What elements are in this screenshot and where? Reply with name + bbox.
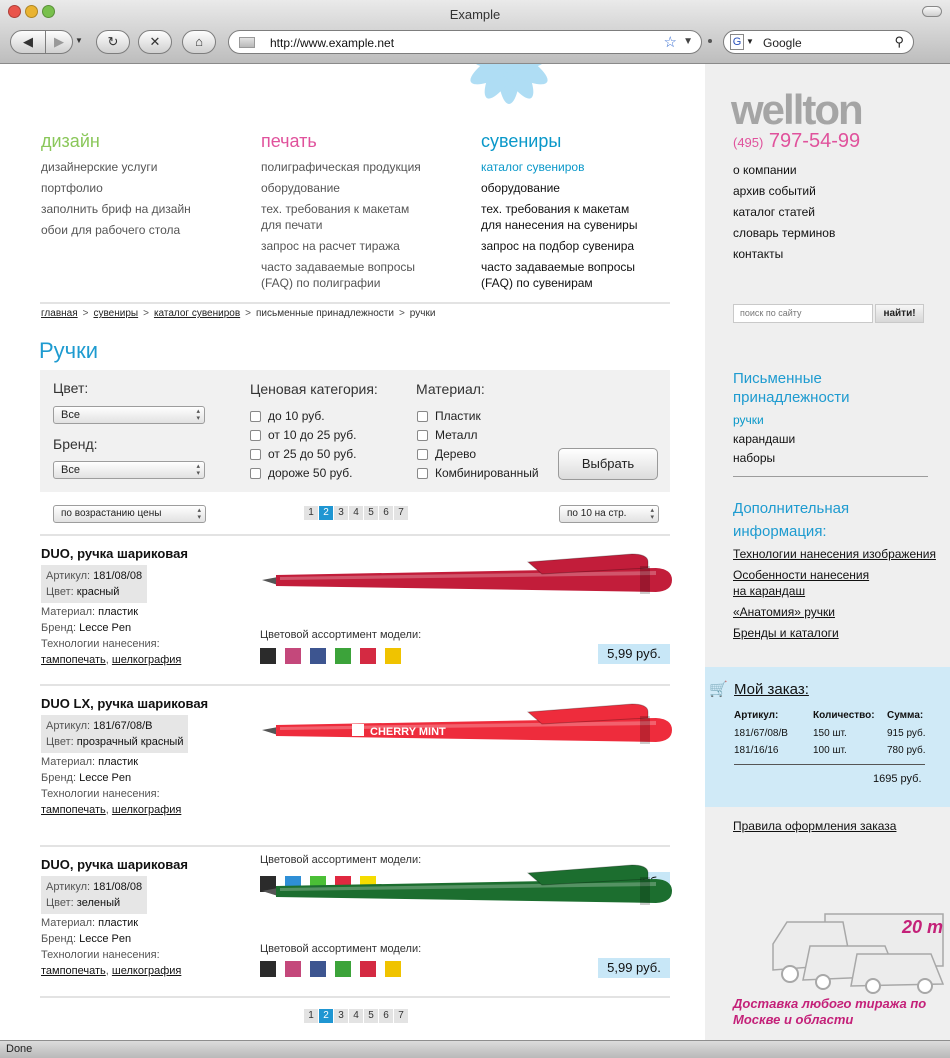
- order-header: Артикул:: [734, 710, 779, 721]
- page-link-current[interactable]: 2: [319, 1009, 333, 1023]
- color-label: Цвет:: [46, 586, 74, 598]
- page-title: Ручки: [39, 338, 99, 363]
- google-engine-icon[interactable]: G: [730, 34, 744, 50]
- page-link[interactable]: 4: [349, 1009, 363, 1023]
- color-value: прозрачный красный: [76, 736, 184, 748]
- divider: [40, 302, 670, 304]
- reload-button[interactable]: [96, 30, 130, 54]
- nav-heading-print[interactable]: печать: [261, 131, 317, 151]
- nav-link-line: тех. требования к макетам: [481, 202, 630, 216]
- color-swatch[interactable]: [335, 648, 351, 664]
- order-title[interactable]: Мой заказ:: [734, 681, 809, 698]
- site-favicon-icon: [239, 37, 255, 48]
- checkbox[interactable]: [250, 449, 261, 460]
- nav-link-line: часто задаваемые вопросы: [481, 260, 636, 274]
- info-link[interactable]: на карандаш: [733, 584, 806, 598]
- company-links: [733, 160, 835, 265]
- swatch-label: Цветовой ассортимент модели:: [260, 629, 422, 641]
- company-link[interactable]: каталог статей: [733, 205, 815, 219]
- site-search-button[interactable]: найти!: [875, 304, 924, 323]
- checkbox-label: от 25 до 50 руб.: [268, 447, 357, 461]
- brand-value: Lecce Pen: [79, 933, 132, 945]
- nav-link-line: тех. требования к макетам: [261, 202, 410, 216]
- nav-link[interactable]: запрос на подбор сувенира: [481, 239, 635, 253]
- order-cell: 100 шт.: [813, 745, 847, 756]
- product-name[interactable]: DUO LX, ручка шариковая: [41, 696, 209, 711]
- color-swatch[interactable]: [385, 961, 401, 977]
- product-pen-image[interactable]: [260, 550, 674, 602]
- order-panel: [705, 667, 950, 807]
- history-dropdown-button[interactable]: [73, 30, 85, 54]
- nav-link-line: часто задаваемые вопросы: [261, 260, 416, 274]
- reload-icon: ↻: [107, 34, 119, 49]
- home-button[interactable]: [182, 30, 216, 54]
- nav-link-line: (FAQ) по сувенирам: [481, 276, 593, 290]
- price-checkbox[interactable]: [250, 466, 353, 480]
- filter-panel: [40, 370, 670, 492]
- checkbox-label: до 10 руб.: [268, 409, 325, 423]
- breadcrumb-separator: >: [398, 308, 405, 319]
- info-link[interactable]: Бренды и каталоги: [733, 626, 839, 640]
- web-search-input[interactable]: Google: [763, 36, 802, 50]
- section-title-writing: Письменные принадлежности: [733, 370, 850, 406]
- pen-cap-ring: [640, 716, 650, 744]
- color-value: зеленый: [76, 897, 121, 909]
- material-value: пластик: [98, 756, 139, 768]
- article-value: 181/08/08: [93, 881, 143, 893]
- material-checkbox[interactable]: [417, 409, 481, 423]
- material-checkbox[interactable]: [417, 466, 539, 480]
- checkbox-label: дороже 50 руб.: [268, 466, 353, 480]
- color-swatch[interactable]: [260, 961, 276, 977]
- address-bar[interactable]: [228, 30, 702, 54]
- color-swatch[interactable]: [310, 648, 326, 664]
- color-label: Цвет:: [46, 736, 74, 748]
- product-pen-image[interactable]: [260, 700, 674, 752]
- color-swatch[interactable]: [360, 961, 376, 977]
- page-link[interactable]: 3: [334, 506, 348, 520]
- truck-capacity-badge: 20 т: [902, 917, 944, 937]
- material-checkbox[interactable]: [417, 447, 476, 461]
- material-value: пластик: [98, 917, 139, 929]
- material-filter-label: Материал:: [416, 381, 485, 397]
- checkbox[interactable]: [417, 430, 428, 441]
- checkbox[interactable]: [417, 411, 428, 422]
- company-link[interactable]: словарь терминов: [733, 226, 836, 240]
- breadcrumb-current: ручки: [409, 308, 436, 319]
- url-text[interactable]: http://www.example.net: [270, 36, 395, 50]
- product-pen-image[interactable]: [260, 861, 674, 913]
- product-meta: Материал: пластик Бренд: Lecce Pen Технологии нанесения: тампопечать, шелкография: [41, 756, 182, 816]
- checkbox[interactable]: [250, 468, 261, 479]
- divider: [733, 476, 928, 477]
- material-label: Материал:: [41, 606, 96, 618]
- tech-link[interactable]: шелкография: [111, 804, 182, 816]
- divider: [40, 684, 670, 686]
- divider: [40, 996, 670, 998]
- price-filter-label: Ценовая категория:: [250, 381, 378, 397]
- color-swatch[interactable]: [310, 961, 326, 977]
- nav-heading-design[interactable]: дизайн: [41, 131, 100, 151]
- pen-body: [276, 718, 672, 742]
- nav-link[interactable]: полиграфическая продукция: [261, 160, 421, 174]
- color-swatch[interactable]: [385, 648, 401, 664]
- order-cell: 150 шт.: [813, 728, 847, 739]
- nav-link-line: (FAQ) по полиграфии: [261, 276, 381, 290]
- article-label: Артикул:: [46, 570, 91, 582]
- web-page: [0, 64, 950, 1040]
- product-article-box: [41, 565, 147, 603]
- info-links: [733, 546, 936, 641]
- pen-body: [276, 879, 672, 903]
- forward-arrow-icon: ▶: [54, 34, 64, 49]
- divider: [40, 534, 670, 536]
- brand-label: Бренд:: [41, 933, 77, 945]
- pen-tip: [262, 888, 278, 896]
- delivery-banner-text[interactable]: Доставка любого тиража по Москве и области: [733, 996, 927, 1027]
- nav-link[interactable]: запрос на расчет тиража: [261, 239, 400, 253]
- breadcrumb-link[interactable]: каталог сувениров: [153, 308, 241, 319]
- nav-list-print: [261, 159, 421, 296]
- nav-list-souvenirs: [481, 159, 637, 296]
- pen-body: [276, 568, 672, 592]
- price-checkbox[interactable]: [250, 428, 357, 442]
- tech-link[interactable]: тампопечать: [41, 804, 106, 816]
- info-link[interactable]: Технологии нанесения изображения: [733, 547, 936, 561]
- product-price: 5,99 руб.: [598, 644, 670, 664]
- home-icon: ⌂: [195, 34, 203, 49]
- pen-brand-text: CHERRY MINT: [370, 726, 446, 738]
- checkbox-label: от 10 до 25 руб.: [268, 428, 357, 442]
- nav-link[interactable]: [481, 201, 637, 233]
- order-header: Сумма:: [887, 710, 924, 721]
- product-card: [40, 857, 672, 1007]
- product-name[interactable]: DUO, ручка шариковая: [41, 857, 188, 872]
- window-title: Example: [449, 7, 501, 22]
- wellton-logo[interactable]: wellton: [731, 86, 862, 133]
- checkbox-label: Дерево: [435, 447, 477, 461]
- order-cell: 780 руб.: [887, 745, 926, 756]
- order-cell: 181/67/08/B: [734, 728, 788, 739]
- nav-link[interactable]: портфолио: [41, 181, 103, 195]
- checkbox-label: Комбинированный: [435, 466, 539, 480]
- page-link[interactable]: 4: [349, 506, 363, 520]
- brand-label: Бренд:: [41, 622, 77, 634]
- pen-brand-logo: [352, 724, 364, 736]
- tech-link[interactable]: тампопечать: [41, 654, 106, 666]
- divider: [40, 845, 670, 847]
- swatch-label: Цветовой ассортимент модели:: [260, 943, 422, 955]
- nav-link-active[interactable]: каталог сувениров: [481, 160, 585, 174]
- page-link[interactable]: 1: [304, 506, 318, 520]
- color-swatch[interactable]: [360, 648, 376, 664]
- color-swatch[interactable]: [260, 648, 276, 664]
- order-header: Количество:: [813, 710, 875, 721]
- price-checkbox[interactable]: [250, 447, 357, 461]
- nav-link[interactable]: оборудование: [261, 181, 340, 195]
- brand-value: Lecce Pen: [79, 772, 132, 784]
- nav-list-design: [41, 159, 191, 243]
- page-link[interactable]: 5: [364, 506, 378, 520]
- tech-link[interactable]: шелкография: [111, 654, 182, 666]
- toolbar-separator: [708, 39, 712, 43]
- color-swatch[interactable]: [285, 961, 301, 977]
- page-link[interactable]: 6: [379, 506, 393, 520]
- tech-label: Технологии нанесения:: [41, 949, 160, 961]
- sort-order-select[interactable]: по возрастанию цены ▴ ▾: [53, 505, 206, 523]
- page-link[interactable]: 7: [394, 506, 408, 520]
- brand-label: Бренд:: [41, 772, 77, 784]
- order-rules-link[interactable]: Правила оформления заказа: [733, 819, 897, 833]
- checkbox-label: Пластик: [435, 409, 481, 423]
- engine-dropdown-icon[interactable]: ▼: [746, 37, 754, 46]
- info-link[interactable]: «Анатомия» ручки: [733, 605, 835, 619]
- company-link[interactable]: контакты: [733, 247, 784, 261]
- nav-link-line: для печати: [261, 218, 323, 232]
- product-card: [40, 546, 672, 696]
- product-price: 5,99 руб.: [598, 958, 670, 978]
- price-checkbox[interactable]: [250, 409, 325, 423]
- magnifier-icon[interactable]: ⚲: [894, 34, 904, 49]
- tech-label: Технологии нанесения:: [41, 638, 160, 650]
- company-link[interactable]: о компании: [733, 163, 797, 177]
- nav-link[interactable]: заполнить бриф на дизайн: [41, 202, 191, 216]
- page-link[interactable]: 5: [364, 1009, 378, 1023]
- color-swatch[interactable]: [285, 648, 301, 664]
- nav-link[interactable]: [261, 201, 421, 233]
- status-text: Done: [6, 1043, 33, 1055]
- tech-link[interactable]: шелкография: [111, 965, 182, 977]
- status-bar: [0, 1040, 950, 1058]
- checkbox[interactable]: [250, 430, 261, 441]
- nav-link[interactable]: [481, 259, 637, 291]
- tech-label: Технологии нанесения:: [41, 788, 160, 800]
- nav-link[interactable]: дизайнерские услуги: [41, 160, 158, 174]
- info-link[interactable]: Особенности нанесения: [733, 568, 870, 582]
- breadcrumb-item: письменные принадлежности: [256, 308, 394, 319]
- product-article-box: [41, 715, 188, 753]
- breadcrumb-link[interactable]: сувениры: [93, 308, 139, 319]
- pagination-top: [304, 506, 409, 520]
- web-search-box[interactable]: [723, 30, 914, 54]
- order-cell: 181/16/16: [734, 745, 779, 756]
- color-select[interactable]: Все ▴ ▾: [53, 406, 205, 424]
- bookmark-star-icon[interactable]: ☆: [663, 34, 677, 51]
- checkbox-label: Металл: [435, 428, 478, 442]
- material-label: Материал:: [41, 917, 96, 929]
- product-name[interactable]: DUO, ручка шариковая: [41, 546, 188, 561]
- nav-link[interactable]: обои для рабочего стола: [41, 223, 181, 237]
- shopping-cart-icon: 🛒: [709, 681, 728, 698]
- brand-filter-label: Бренд:: [53, 436, 98, 452]
- article-label: Артикул:: [46, 881, 91, 893]
- page-link[interactable]: 7: [394, 1009, 408, 1023]
- category-link[interactable]: наборы: [733, 451, 776, 465]
- product-article-box: [41, 876, 147, 914]
- material-label: Материал:: [41, 756, 96, 768]
- pen-tip: [262, 727, 278, 735]
- product-meta: Материал: пластик Бренд: Lecce Pen Технологии нанесения: тампопечать, шелкография: [41, 606, 182, 666]
- browser-toolbar: [0, 0, 950, 64]
- site-search-input[interactable]: поиск по сайту: [733, 304, 873, 323]
- page-link[interactable]: 1: [304, 1009, 318, 1023]
- nav-link[interactable]: [261, 259, 421, 291]
- breadcrumb-separator: >: [143, 308, 149, 319]
- checkbox[interactable]: [417, 468, 428, 479]
- article-value: 181/08/08: [93, 570, 143, 582]
- checkbox[interactable]: [417, 449, 428, 460]
- phone-number: [733, 130, 860, 153]
- order-rules: [733, 816, 896, 837]
- nav-heading-souvenirs[interactable]: сувениры: [481, 131, 562, 151]
- brand-select[interactable]: Все ▴ ▾: [53, 461, 205, 479]
- material-value: пластик: [98, 606, 139, 618]
- apply-filter-button[interactable]: Выбрать: [558, 448, 658, 480]
- per-page-select[interactable]: по 10 на стр. ▴ ▾: [559, 505, 659, 523]
- color-swatches: [260, 648, 410, 664]
- back-arrow-icon: ◀: [23, 34, 33, 49]
- article-label: Артикул:: [46, 720, 91, 732]
- phone-code: (495): [733, 135, 764, 150]
- pen-cap-ring: [640, 877, 650, 905]
- back-button[interactable]: [10, 30, 46, 54]
- color-swatches: [260, 961, 410, 977]
- order-total: 1695 руб.: [873, 773, 922, 785]
- company-link[interactable]: архив событий: [733, 184, 816, 198]
- stop-icon: ✕: [149, 34, 161, 49]
- nav-link-line: для нанесения на сувениры: [481, 218, 638, 232]
- color-swatch[interactable]: [335, 961, 351, 977]
- nav-link[interactable]: оборудование: [481, 181, 560, 195]
- pen-cap-ring: [640, 566, 650, 594]
- toolbar-toggle-button[interactable]: [922, 6, 942, 17]
- product-meta: Материал: пластик Бренд: Lecce Pen Технологии нанесения: тампопечать, шелкография: [41, 917, 182, 977]
- article-value: 181/67/08/B: [93, 720, 153, 732]
- breadcrumb: [41, 308, 435, 319]
- url-history-dropdown-icon[interactable]: ▼: [683, 36, 693, 47]
- forward-button[interactable]: [45, 30, 73, 54]
- color-filter-label: Цвет:: [53, 380, 89, 396]
- order-cell: 915 руб.: [887, 728, 926, 739]
- category-link-active[interactable]: ручки: [733, 413, 764, 427]
- chevron-down-icon: ▼: [75, 36, 83, 45]
- section-title-info: Дополнительная информация:: [733, 500, 850, 540]
- writing-categories: [733, 411, 795, 468]
- checkbox[interactable]: [250, 411, 261, 422]
- material-checkbox[interactable]: [417, 428, 477, 442]
- tech-link[interactable]: тампопечать: [41, 965, 106, 977]
- order-divider: [734, 764, 925, 765]
- swatch-label: Цветовой ассортимент модели:: [260, 854, 422, 866]
- page-link[interactable]: 3: [334, 1009, 348, 1023]
- brand-value: Lecce Pen: [79, 622, 132, 634]
- pagination-bottom: [304, 1009, 409, 1023]
- page-link[interactable]: 6: [379, 1009, 393, 1023]
- phone-main: 797-54-99: [768, 130, 861, 152]
- breadcrumb-separator: >: [82, 308, 89, 319]
- color-value: красный: [76, 586, 120, 598]
- stop-button[interactable]: [138, 30, 172, 54]
- decorative-flower-icon: [440, 64, 578, 126]
- breadcrumb-link[interactable]: главная: [41, 308, 78, 319]
- category-link[interactable]: карандаши: [733, 432, 796, 446]
- pen-tip: [262, 577, 278, 585]
- breadcrumb-separator: >: [245, 308, 252, 319]
- color-label: Цвет:: [46, 897, 74, 909]
- page-link-current[interactable]: 2: [319, 506, 333, 520]
